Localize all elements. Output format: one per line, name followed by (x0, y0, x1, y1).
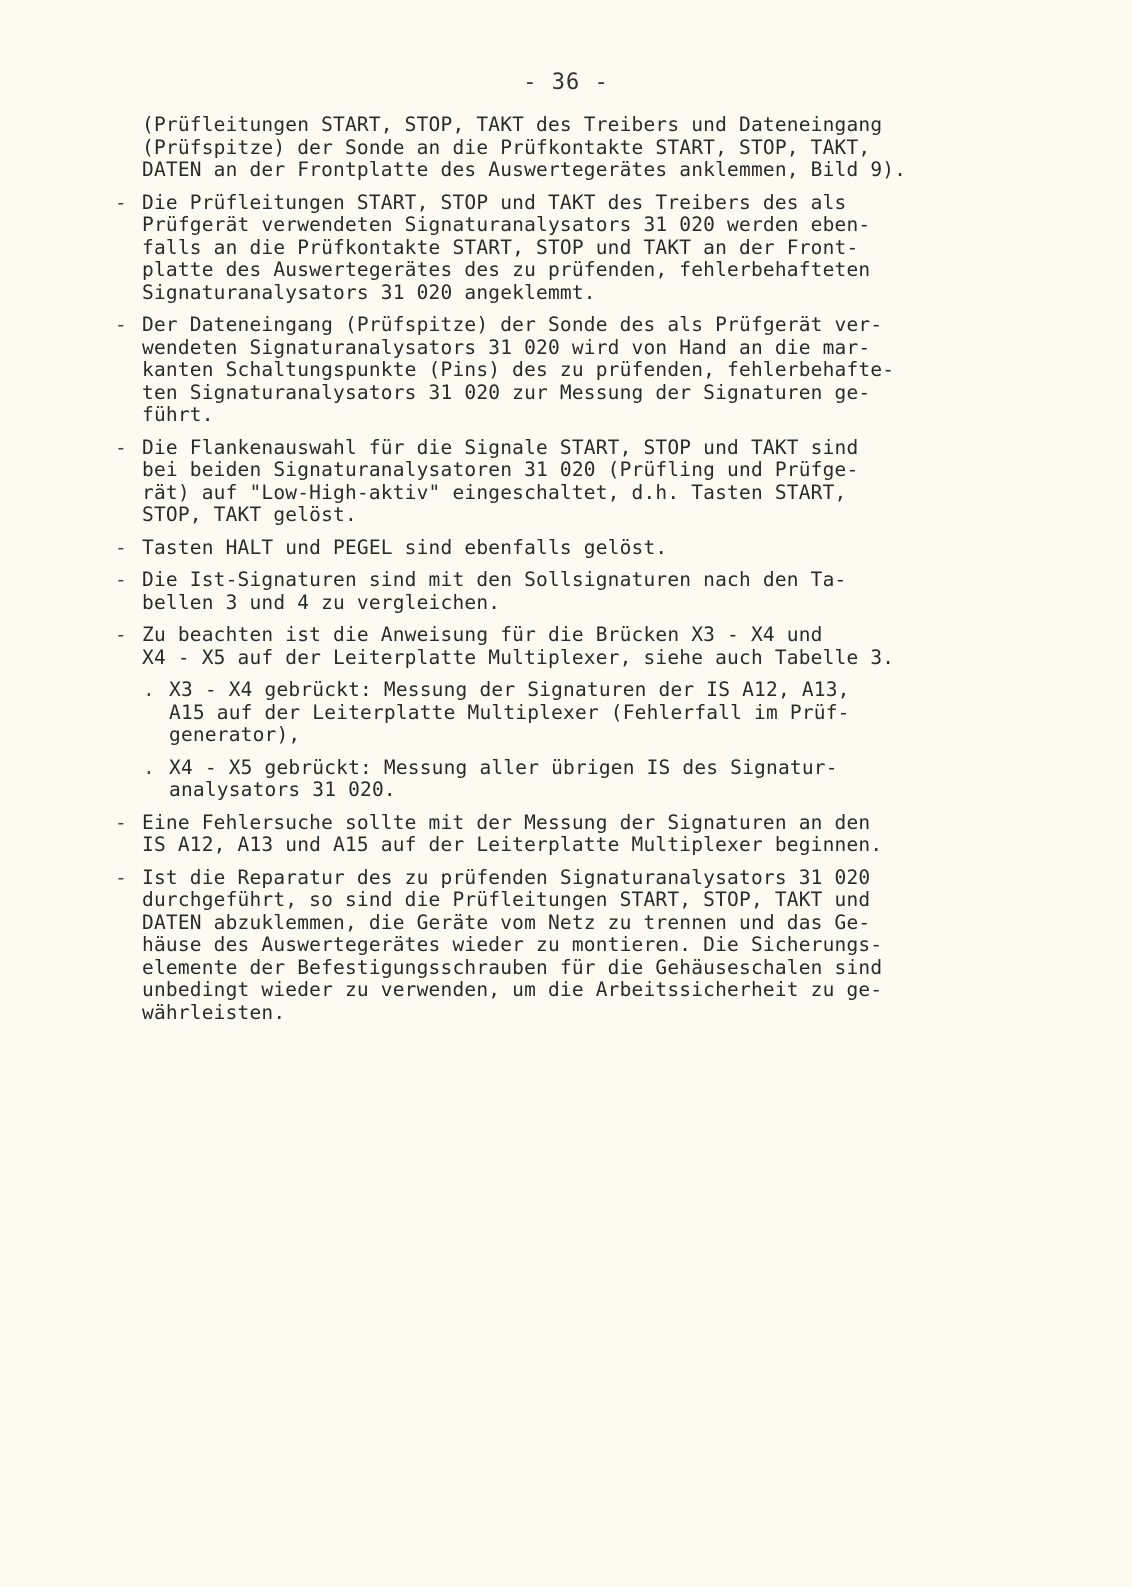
text-line: DATEN abzuklemmen, die Geräte vom Netz zu trennen und das Ge- (142, 910, 871, 934)
text-line: Prüfgerät verwendeten Signaturanalysators 31 020 werden eben- (142, 213, 871, 236)
dash-marker: - (115, 535, 127, 559)
paragraph (115, 114, 1035, 182)
text-line: X4 - X5 auf der Leiterplatte Multiplexer, siehe auch Tabelle 3. (142, 645, 895, 669)
list-item (115, 624, 1035, 669)
list-item (115, 867, 1035, 1025)
text-line: Eine Fehlersuche sollte mit der Messung der Signaturen an den (142, 810, 871, 834)
text-line: Die Flankenauswahl für die Signale START, STOP und TAKT sind (142, 435, 859, 459)
text-line: ten Signaturanalysators 31 020 zur Messung der Signaturen ge- (142, 380, 871, 404)
text-line: rät) auf "Low-High-aktiv" eingeschaltet, d.h. Tasten START, (142, 480, 847, 504)
dash-marker: - (115, 865, 127, 889)
dash-marker: - (115, 435, 127, 459)
text-line: Ist die Reparatur des zu prüfenden Signaturanalysators 31 020 (142, 865, 871, 889)
dot-marker: . (143, 678, 155, 701)
dash-marker: - (115, 568, 127, 591)
page-number: - 36 - (523, 70, 609, 95)
list-item (115, 537, 1035, 560)
text-line: analysators 31 020. (169, 778, 396, 801)
text-line: X4 - X5 gebrückt: Messung aller übrigen IS des Signatur- (169, 755, 838, 779)
text-line: durchgeführt, so sind die Prüfleitungen START, STOP, TAKT und (142, 888, 871, 911)
document-body (115, 114, 1035, 1034)
text-line: unbedingt wieder zu verwenden, um die Arbeitssicherheit zu ge- (142, 978, 883, 1001)
list-item (115, 314, 1035, 427)
text-line: X3 - X4 gebrückt: Messung der Signaturen der IS A12, A13, (169, 678, 850, 701)
text-line: falls an die Prüfkontakte START, STOP und TAKT an der Front- (142, 235, 859, 259)
dash-marker: - (115, 623, 127, 646)
text-line: bellen 3 und 4 zu vergleichen. (142, 590, 501, 614)
text-line: A15 auf der Leiterplatte Multiplexer (Fehlerfall im Prüf- (169, 700, 850, 724)
dash-marker: - (115, 313, 127, 336)
text-line: bei beiden Signaturanalysatoren 31 020 (Prüfling und Prüfge- (142, 458, 859, 481)
text-line: währleisten. (142, 1000, 286, 1024)
list-item (115, 192, 1035, 305)
text-line: (Prüfleitungen START, STOP, TAKT des Treibers und Dateneingang (142, 113, 883, 136)
text-line: Die Ist-Signaturen sind mit den Sollsignaturen nach den Ta- (142, 568, 847, 591)
text-line: IS A12, A13 und A15 auf der Leiterplatte Multiplexer beginnen. (142, 833, 883, 856)
text-line: platte des Auswertegerätes des zu prüfenden, fehlerbehafteten (142, 258, 871, 281)
text-line: STOP, TAKT gelöst. (142, 503, 357, 526)
text-line: wendeten Signaturanalysators 31 020 wird von Hand an die mar- (142, 335, 871, 359)
text-line: Die Prüfleitungen START, STOP und TAKT des Treibers des als (142, 190, 847, 214)
sub-list-item (115, 757, 1035, 802)
list-item (115, 812, 1035, 857)
text-line: Zu beachten ist die Anweisung für die Brücken X3 - X4 und (142, 623, 823, 646)
text-line: (Prüfspitze) der Sonde an die Prüfkontakte START, STOP, TAKT, (142, 135, 871, 159)
text-line: generator), (169, 723, 301, 746)
list-item (115, 437, 1035, 527)
text-line: häuse des Auswertegerätes wieder zu montieren. Die Sicherungs- (142, 933, 883, 956)
text-line: Signaturanalysators 31 020 angeklemmt. (142, 280, 596, 304)
text-line: kanten Schaltungspunkte (Pins) des zu prüfenden, fehlerbehafte- (142, 358, 895, 381)
sub-list-item (115, 679, 1035, 747)
dash-marker: - (115, 810, 127, 834)
text-line: DATEN an der Frontplatte des Auswertegerätes anklemmen, Bild 9). (142, 158, 907, 181)
dot-marker: . (143, 755, 155, 779)
text-line: führt. (142, 403, 214, 426)
text-line: elemente der Befestigungsschrauben für die Gehäuseschalen sind (142, 955, 883, 979)
text-line: Tasten HALT und PEGEL sind ebenfalls gelöst. (142, 535, 668, 559)
text-line: Der Dateneingang (Prüfspitze) der Sonde des als Prüfgerät ver- (142, 313, 883, 336)
dash-marker: - (115, 190, 127, 214)
list-item (115, 569, 1035, 614)
